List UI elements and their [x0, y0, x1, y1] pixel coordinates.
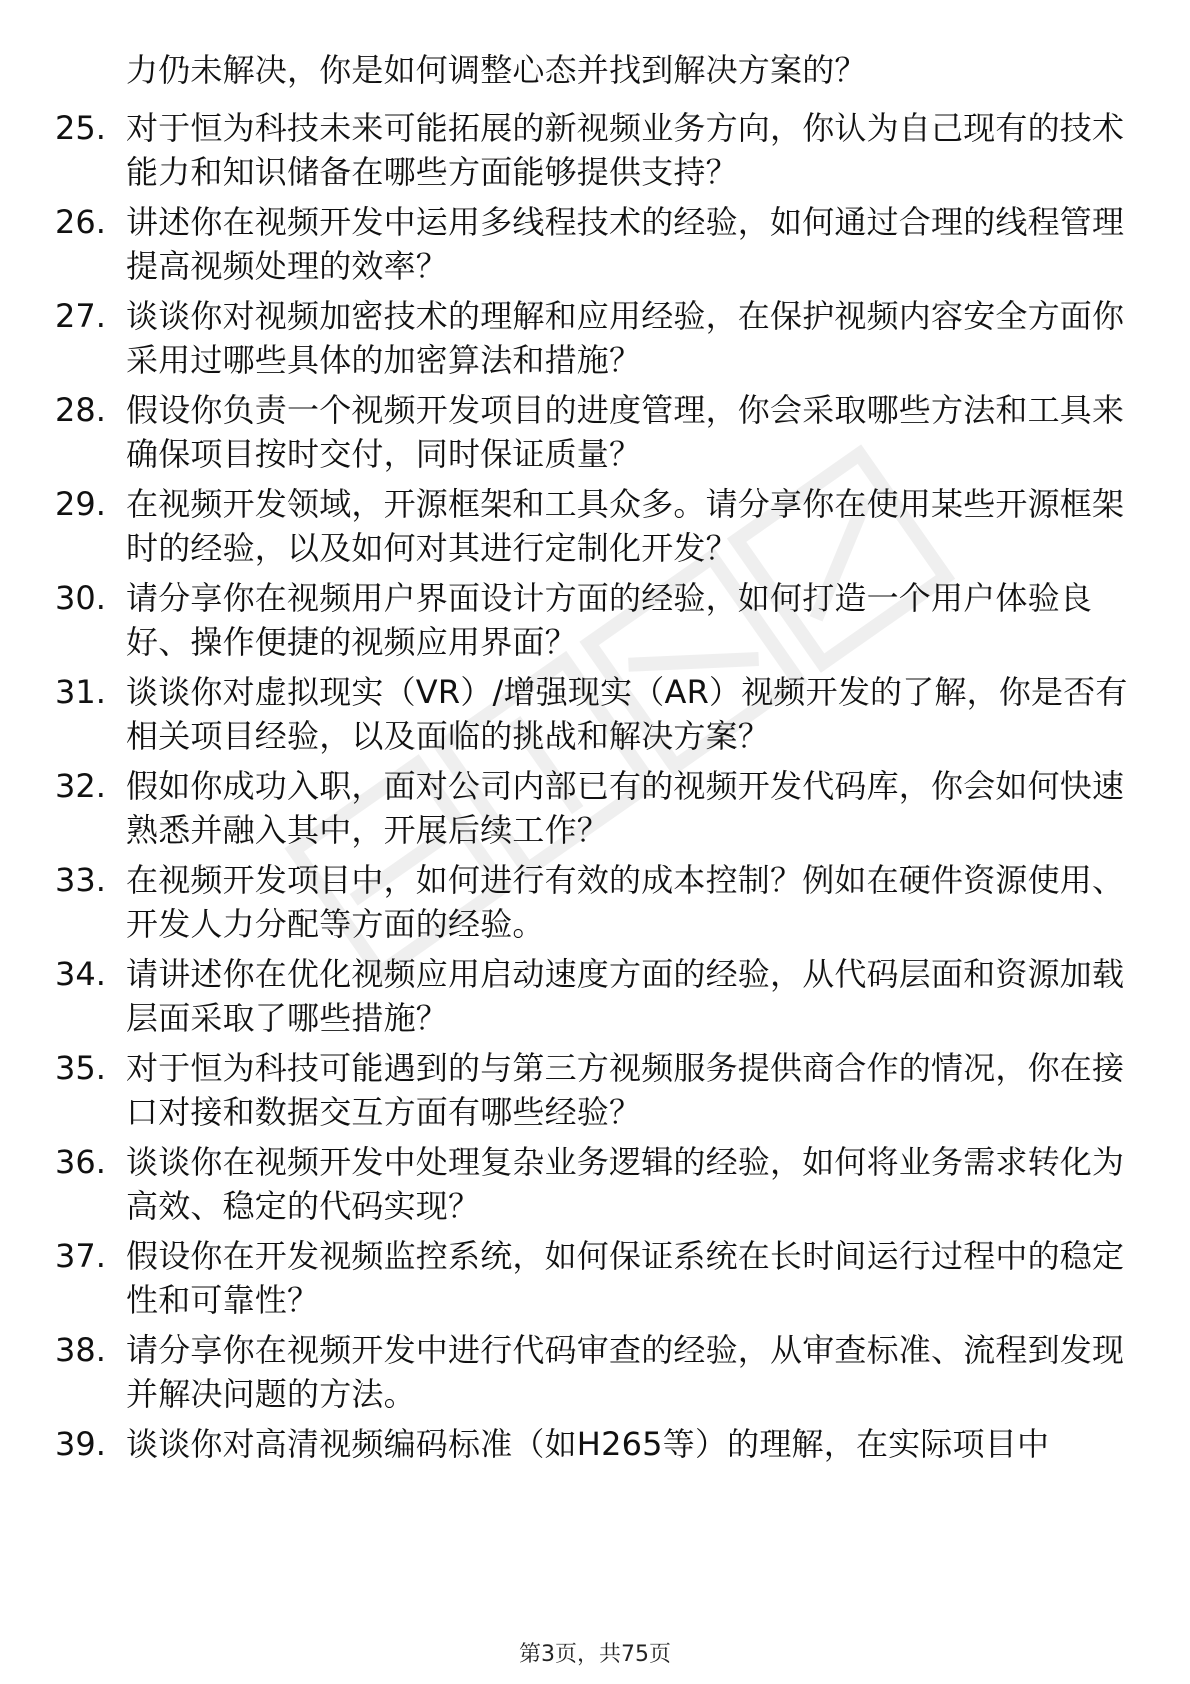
- question-text: 请分享你在视频开发中进行代码审查的经验，从审查标准、流程到发现并解决问题的方法。: [126, 1331, 1125, 1413]
- question-text: 假设你在开发视频监控系统，如何保证系统在长时间运行过程中的稳定性和可靠性？: [126, 1237, 1125, 1319]
- question-text: 请讲述你在优化视频应用启动速度方面的经验，从代码层面和资源加载层面采取了哪些措施？: [126, 955, 1125, 1037]
- question-number: 28.: [55, 391, 106, 429]
- question-number: 27.: [55, 297, 106, 335]
- question-number: 26.: [55, 203, 106, 241]
- question-number: 37.: [55, 1237, 106, 1275]
- question-text: 谈谈你在视频开发中处理复杂业务逻辑的经验，如何将业务需求转化为高效、稳定的代码实现？: [126, 1143, 1125, 1225]
- question-text: 谈谈你对虚拟现实（VR）/增强现实（AR）视频开发的了解，你是否有相关项目经验，以及面临的挑战和解决方案？: [126, 673, 1128, 755]
- question-number: 31.: [55, 673, 106, 711]
- question-number: 35.: [55, 1049, 106, 1087]
- question-text: 对于恒为科技可能遇到的与第三方视频服务提供商合作的情况，你在接口对接和数据交互方面有哪些经验？: [126, 1049, 1125, 1131]
- question-number: 38.: [55, 1331, 106, 1369]
- question-text: 假如你成功入职，面对公司内部已有的视频开发代码库，你会如何快速熟悉并融入其中，开展后续工作？: [126, 767, 1125, 849]
- page-footer: 第3页，共75页: [519, 1642, 671, 1667]
- question-text: 讲述你在视频开发中运用多线程技术的经验，如何通过合理的线程管理提高视频处理的效率？: [126, 203, 1125, 285]
- question-text: 请分享你在视频用户界面设计方面的经验，如何打造一个用户体验良好、操作便捷的视频应用界面？: [126, 579, 1093, 661]
- question-number: 30.: [55, 579, 106, 617]
- question-number: 33.: [55, 861, 106, 899]
- question-number: 32.: [55, 767, 106, 805]
- question-text: 在视频开发项目中，如何进行有效的成本控制？例如在硬件资源使用、开发人力分配等方面的经验。: [126, 861, 1125, 943]
- continuation-text: 力仍未解决，你是如何调整心态并找到解决方案的？: [126, 51, 867, 89]
- question-text: 对于恒为科技未来可能拓展的新视频业务方向，你认为自己现有的技术能力和知识储备在哪些方面能够提供支持？: [126, 109, 1125, 191]
- question-number: 25.: [55, 109, 106, 147]
- question-text: 在视频开发领域，开源框架和工具众多。请分享你在使用某些开源框架时的经验，以及如何对其进行定制化开发？: [126, 485, 1125, 567]
- question-text: 谈谈你对视频加密技术的理解和应用经验，在保护视频内容安全方面你采用过哪些具体的加密算法和措施？: [126, 297, 1125, 379]
- question-number: 29.: [55, 485, 106, 523]
- question-number: 36.: [55, 1143, 106, 1181]
- question-text: 谈谈你对高清视频编码标准（如H265等）的理解，在实际项目中: [126, 1425, 1050, 1463]
- question-text: 假设你负责一个视频开发项目的进度管理，你会采取哪些方法和工具来确保项目按时交付，同时保证质量？: [126, 391, 1125, 473]
- question-number: 39.: [55, 1425, 106, 1463]
- question-number: 34.: [55, 955, 106, 993]
